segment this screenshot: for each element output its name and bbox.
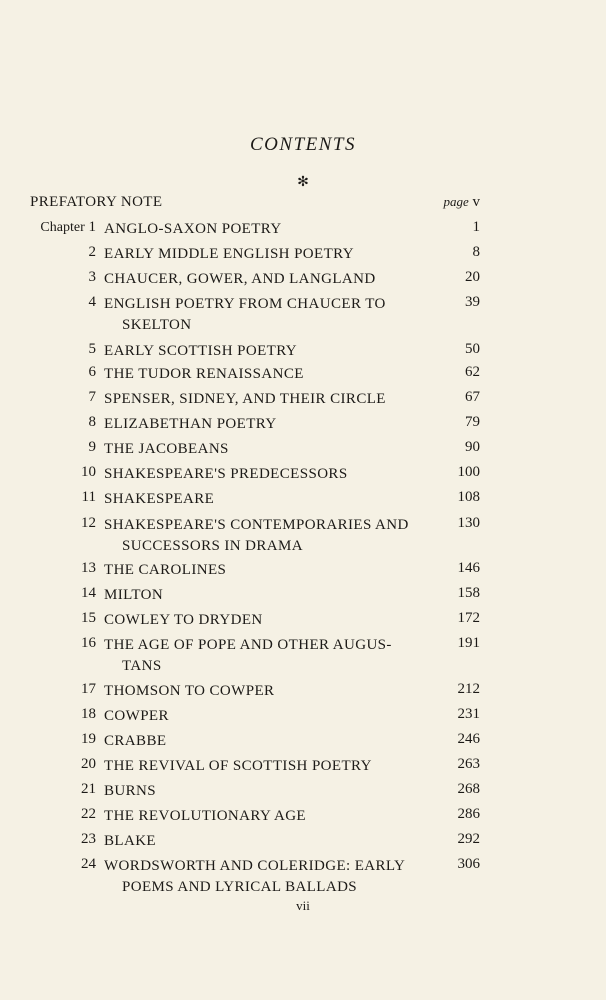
chapter-number [0, 681, 96, 698]
chapter-title [104, 681, 429, 702]
chapter-title [104, 341, 429, 362]
chapter-page-number: 292 [457, 831, 480, 847]
chapter-title-text: ANGLO-SAXON POETRY [104, 221, 282, 237]
chapter-number-value: 7 [88, 389, 96, 405]
chapter-number [0, 294, 96, 311]
chapter-title-text: COWPER [104, 708, 169, 724]
chapter-number-value: 4 [88, 294, 96, 310]
chapter-page-number: 90 [465, 439, 480, 455]
chapter-number-value: 12 [81, 515, 96, 531]
chapter-number-value: 19 [81, 731, 96, 747]
chapter-page-number: 268 [457, 781, 480, 797]
page-title: CONTENTS [250, 134, 356, 155]
chapter-title [104, 515, 429, 557]
chapter-number [0, 585, 96, 602]
chapter-title [104, 244, 429, 265]
chapter-number-value: 23 [81, 831, 96, 847]
chapter-title-continuation: POEMS AND LYRICAL BALLADS [122, 879, 358, 895]
chapter-page-number: 130 [457, 515, 480, 531]
chapter-number [0, 706, 96, 723]
chapter-title [104, 756, 429, 777]
chapter-title [104, 610, 429, 631]
chapter-number [0, 756, 96, 773]
chapter-number [0, 635, 96, 652]
chapter-number [0, 515, 96, 532]
chapter-page-number: 39 [465, 294, 480, 310]
chapter-title-text: WORDSWORTH AND COLERIDGE: EARLY [104, 858, 406, 874]
chapter-title [104, 414, 429, 435]
prefatory-page-number: v [472, 194, 480, 210]
chapter-title-text: ENGLISH POETRY FROM CHAUCER TO [104, 296, 386, 312]
chapter-title [104, 389, 429, 410]
chapter-title [104, 219, 429, 240]
chapter-title [104, 364, 429, 385]
chapter-title [104, 489, 429, 510]
chapter-title [104, 731, 429, 752]
chapter-title-text: CHAUCER, GOWER, AND LANGLAND [104, 271, 376, 287]
chapter-title-continuation: SUCCESSORS IN DRAMA [122, 538, 303, 554]
chapter-number-value: 8 [88, 414, 96, 430]
chapter-title-text: THE JACOBEANS [104, 441, 229, 457]
chapter-title-text: EARLY MIDDLE ENGLISH POETRY [104, 246, 354, 262]
chapter-number-value: 1 [88, 219, 96, 235]
chapter-number-value: 5 [88, 341, 96, 357]
chapter-title-text: BURNS [104, 783, 157, 799]
chapter-page-number: 172 [457, 610, 480, 626]
chapter-title-text: SPENSER, SIDNEY, AND THEIR CIRCLE [104, 391, 386, 407]
chapter-page-number: 263 [457, 756, 480, 772]
chapter-number [0, 269, 96, 286]
chapter-page-number: 231 [457, 706, 480, 722]
chapter-title-text: CRABBE [104, 733, 167, 749]
chapter-page-number: 108 [457, 489, 480, 505]
chapter-title-text: THE TUDOR RENAISSANCE [104, 366, 304, 382]
chapter-number-value: 9 [88, 439, 96, 455]
chapter-number [0, 464, 96, 481]
chapter-number-value: 14 [81, 585, 96, 601]
page-folio: vii [296, 898, 310, 913]
chapter-page-number: 20 [465, 269, 480, 285]
chapter-number-value: 21 [81, 781, 96, 797]
chapter-number [0, 414, 96, 431]
chapter-number [0, 610, 96, 627]
chapter-title-text: SHAKESPEARE'S CONTEMPORARIES AND [104, 517, 409, 533]
chapter-page-number: 62 [465, 364, 480, 380]
chapter-page-number: 146 [457, 560, 480, 576]
chapter-number-value: 15 [81, 610, 96, 626]
chapter-number-value: 11 [81, 489, 96, 505]
chapter-number-value: 2 [88, 244, 96, 260]
chapter-number-value: 16 [81, 635, 96, 651]
chapter-number [0, 364, 96, 381]
chapter-title-text: THE CAROLINES [104, 562, 227, 578]
chapter-number [0, 731, 96, 748]
chapter-page-number: 79 [465, 414, 480, 430]
chapter-title-text: THE REVIVAL OF SCOTTISH POETRY [104, 758, 372, 774]
chapter-number-value: 18 [81, 706, 96, 722]
chapter-number [0, 856, 96, 873]
chapter-title-text: SHAKESPEARE [104, 491, 215, 507]
chapter-page-number: 50 [465, 341, 480, 357]
chapter-title [104, 635, 429, 677]
chapter-number [0, 389, 96, 406]
chapter-number-value: 13 [81, 560, 96, 576]
chapter-number-value: 10 [81, 464, 96, 480]
chapter-title [104, 806, 429, 827]
chapter-page-number: 100 [457, 464, 480, 480]
chapter-number-value: 6 [88, 364, 96, 380]
chapter-title-continuation: TANS [122, 658, 162, 674]
chapter-title [104, 294, 429, 336]
chapter-page-number: 158 [457, 585, 480, 601]
chapter-number [0, 560, 96, 577]
chapter-title [104, 464, 429, 485]
prefatory-note-label: PREFATORY NOTE [30, 194, 163, 210]
chapter-page-number: 306 [457, 856, 480, 872]
chapter-title-continuation: SKELTON [122, 317, 192, 333]
chapter-title [104, 560, 429, 581]
chapter-title [104, 706, 429, 727]
chapter-title [104, 856, 429, 898]
chapter-label: Chapter [40, 220, 85, 235]
asterisk-ornament-icon: ✻ [297, 175, 309, 190]
chapter-number [0, 781, 96, 798]
chapter-number-value: 17 [81, 681, 96, 697]
chapter-title-text: BLAKE [104, 833, 156, 849]
page-label: page [443, 194, 469, 209]
chapter-page-number: 67 [465, 389, 480, 405]
chapter-number-value: 24 [81, 856, 96, 872]
chapter-title-text: ELIZABETHAN POETRY [104, 416, 277, 432]
chapter-page-number: 191 [457, 635, 480, 651]
chapter-number-value: 3 [88, 269, 96, 285]
chapter-page-number: 212 [457, 681, 480, 697]
chapter-title [104, 269, 429, 290]
chapter-title [104, 585, 429, 606]
chapter-title [104, 439, 429, 460]
chapter-number [0, 831, 96, 848]
chapter-title-text: COWLEY TO DRYDEN [104, 612, 263, 628]
chapter-title [104, 781, 429, 802]
chapter-number [0, 439, 96, 456]
chapter-page-number: 246 [457, 731, 480, 747]
chapter-number [0, 341, 96, 358]
chapter-page-number: 286 [457, 806, 480, 822]
chapter-page-number: 1 [472, 219, 480, 235]
chapter-title-text: THE REVOLUTIONARY AGE [104, 808, 306, 824]
chapter-title-text: MILTON [104, 587, 164, 603]
chapter-title-text: THOMSON TO COWPER [104, 683, 275, 699]
chapter-page-number: 8 [472, 244, 480, 260]
chapter-title-text: EARLY SCOTTISH POETRY [104, 343, 298, 359]
chapter-title-text: SHAKESPEARE'S PREDECESSORS [104, 466, 348, 482]
chapter-number [0, 806, 96, 823]
chapter-number-value: 22 [81, 806, 96, 822]
chapter-title [104, 831, 429, 852]
chapter-number [0, 244, 96, 261]
chapter-number [0, 219, 96, 236]
prefatory-page [430, 194, 480, 211]
chapter-title-text: THE AGE OF POPE AND OTHER AUGUS- [104, 637, 392, 653]
chapter-number [0, 489, 96, 506]
chapter-number-value: 20 [81, 756, 96, 772]
